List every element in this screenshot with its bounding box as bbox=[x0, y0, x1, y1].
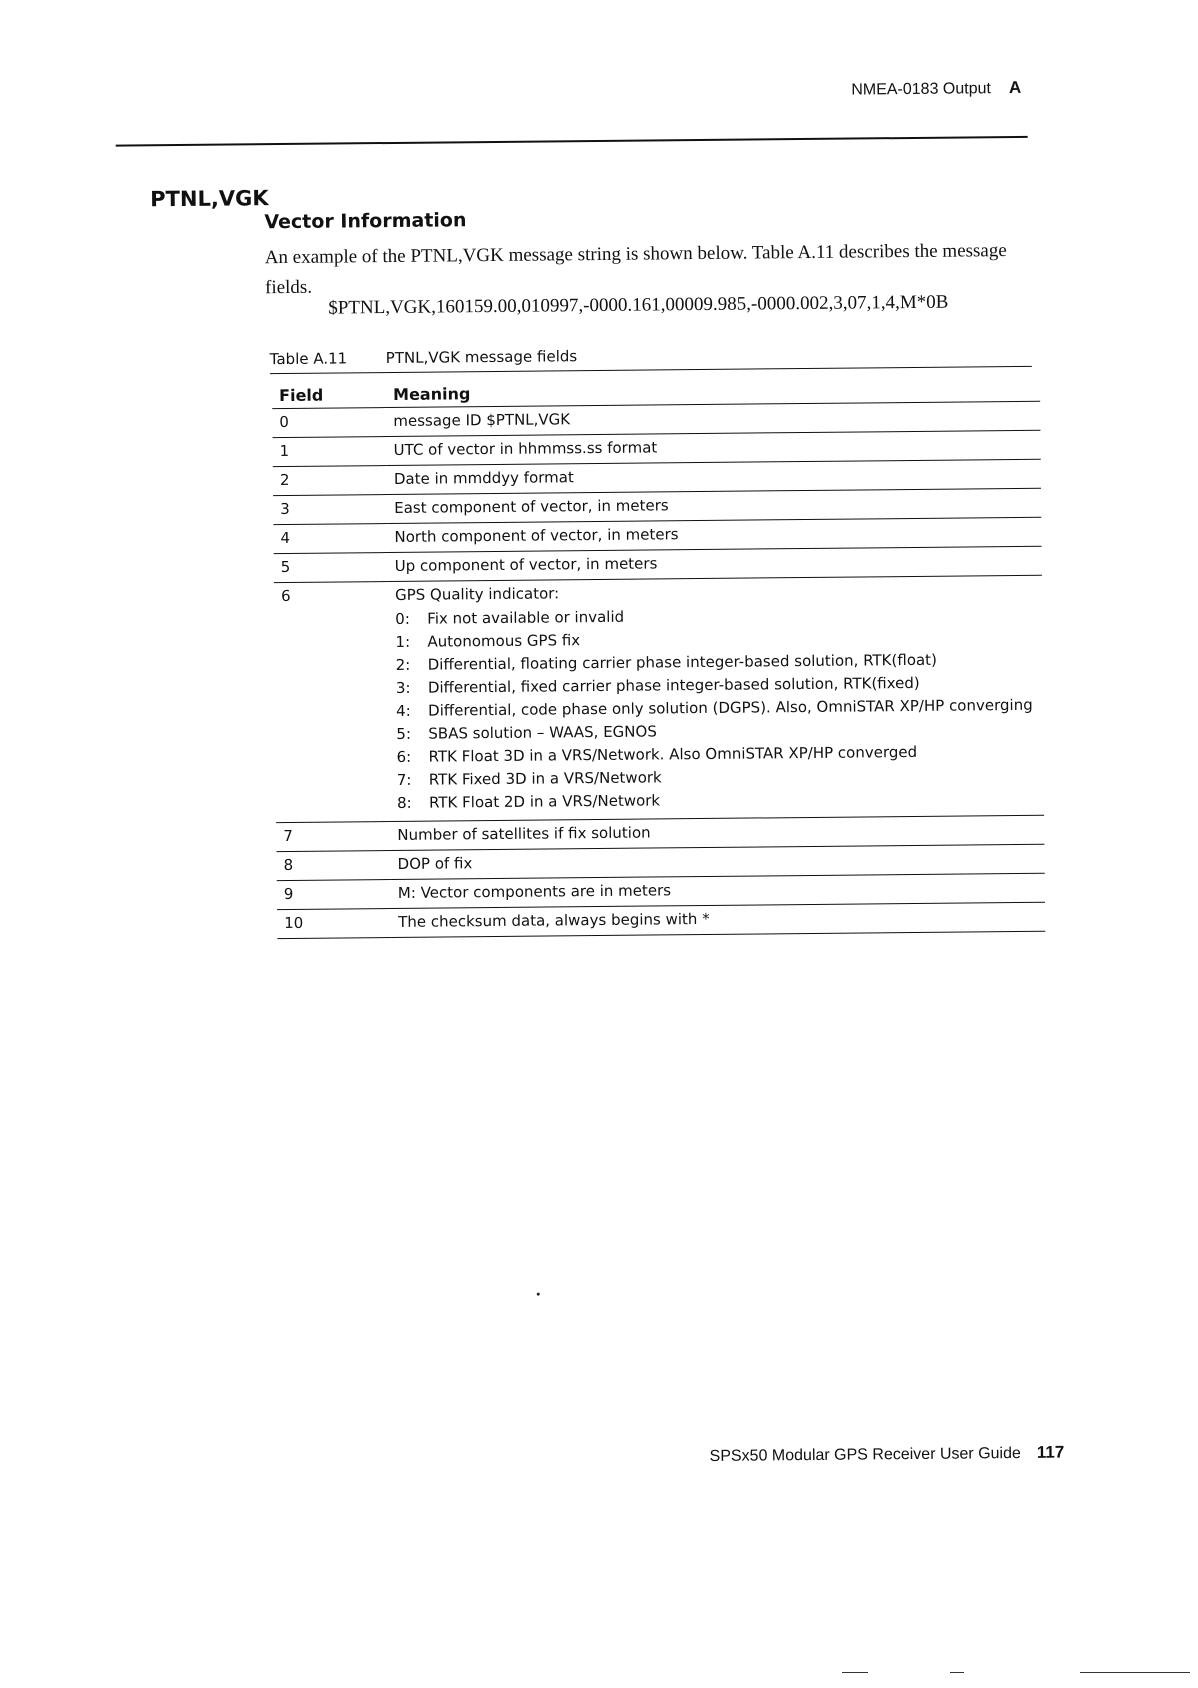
header-meaning: Meaning bbox=[386, 376, 1040, 408]
quality-item bbox=[396, 649, 1036, 675]
quality-item bbox=[396, 695, 1036, 721]
intro-paragraph: An example of the PTNL,VGK message string is shown below. Table A.11 describes the message fields. bbox=[264, 240, 1007, 299]
quality-code: 4: bbox=[396, 701, 411, 720]
field-meaning: Date in mmddyy format bbox=[387, 459, 1041, 494]
footer-guide-title: SPSx50 Modular GPS Receiver User Guide bbox=[709, 1444, 1021, 1465]
table-caption bbox=[270, 343, 1032, 374]
quality-code: 2: bbox=[395, 655, 411, 674]
scan-speck bbox=[537, 1293, 540, 1296]
field-meaning: M: Vector components are in meters bbox=[391, 873, 1045, 908]
scan-edge-mark bbox=[842, 1672, 868, 1673]
quality-code: 0: bbox=[395, 609, 410, 628]
quality-desc: Differential, fixed carrier phase integer-based solution, RTK(fixed) bbox=[427, 673, 920, 697]
example-message-string: $PTNL,VGK,160159.00,010997,-0000.161,00009.985,-0000.002,3,07,1,4,M*0B bbox=[328, 291, 949, 319]
field-number: 7 bbox=[276, 822, 390, 852]
field-meaning: Number of satellites if fix solution bbox=[390, 815, 1044, 850]
quality-item bbox=[395, 603, 1035, 629]
table-caption-text: PTNL,VGK message fields bbox=[385, 347, 578, 368]
scan-edge-mark bbox=[950, 1672, 964, 1673]
quality-desc: RTK Float 3D in a VRS/Network. Also OmniSTAR XP/HP converged bbox=[428, 742, 918, 766]
quality-desc: Differential, floating carrier phase integer-based solution, RTK(float) bbox=[427, 650, 937, 674]
table-caption-number: Table A.11 bbox=[269, 349, 348, 369]
running-header-appendix: A bbox=[1008, 77, 1022, 98]
quality-desc: Fix not available or invalid bbox=[427, 607, 625, 628]
field-number: 3 bbox=[273, 495, 387, 525]
quality-code: 6: bbox=[396, 747, 412, 766]
field-number: 0 bbox=[272, 408, 386, 438]
table-row bbox=[277, 902, 1045, 938]
message-fields-table bbox=[272, 376, 1045, 939]
quality-item bbox=[397, 787, 1037, 813]
subsection-title: Vector Information bbox=[264, 209, 467, 234]
field-meaning: message ID $PTNL,VGK bbox=[386, 401, 1040, 436]
quality-desc: RTK Float 2D in a VRS/Network bbox=[428, 791, 661, 812]
quality-desc: RTK Fixed 3D in a VRS/Network bbox=[428, 768, 662, 789]
field-meaning-quality bbox=[388, 575, 1044, 821]
field-number: 5 bbox=[274, 553, 388, 583]
field-meaning: The checksum data, always begins with * bbox=[391, 902, 1045, 937]
quality-item bbox=[397, 764, 1037, 790]
table-row-quality bbox=[274, 575, 1044, 822]
section-title: PTNL,VGK bbox=[150, 186, 269, 212]
header-rule bbox=[116, 136, 1028, 147]
quality-item bbox=[396, 718, 1036, 744]
quality-code: 1: bbox=[395, 632, 411, 651]
quality-code: 3: bbox=[395, 678, 411, 697]
field-meaning: North component of vector, in meters bbox=[387, 517, 1041, 552]
field-meaning: UTC of vector in hhmmss.ss format bbox=[387, 430, 1041, 465]
field-number: 6 bbox=[274, 582, 390, 823]
quality-code: 5: bbox=[396, 724, 412, 743]
field-number: 8 bbox=[276, 851, 390, 881]
page-footer bbox=[710, 1443, 1065, 1466]
quality-code: 8: bbox=[396, 793, 412, 812]
running-header-section: NMEA-0183 Output bbox=[851, 80, 991, 99]
quality-indicator-heading: GPS Quality indicator: bbox=[394, 584, 560, 604]
quality-desc: SBAS solution – WAAS, EGNOS bbox=[428, 722, 657, 743]
field-meaning: East component of vector, in meters bbox=[387, 488, 1041, 523]
field-meaning: Up component of vector, in meters bbox=[388, 546, 1042, 581]
quality-item bbox=[396, 741, 1036, 767]
quality-desc: Differential, code phase only solution (DGPS). Also, OmniSTAR XP/HP converging bbox=[428, 695, 1033, 720]
field-number: 2 bbox=[273, 466, 387, 496]
header-field: Field bbox=[272, 382, 386, 409]
running-header bbox=[851, 78, 1021, 100]
field-number: 1 bbox=[273, 437, 387, 467]
scan-edge-mark bbox=[1080, 1672, 1190, 1673]
quality-desc: Autonomous GPS fix bbox=[427, 631, 581, 651]
page-number: 117 bbox=[1036, 1442, 1065, 1462]
quality-item bbox=[395, 626, 1035, 652]
quality-code: 7: bbox=[396, 770, 412, 789]
quality-item bbox=[396, 672, 1036, 698]
field-meaning: DOP of fix bbox=[390, 844, 1044, 879]
field-number: 9 bbox=[277, 880, 391, 910]
quality-indicator-list bbox=[395, 603, 1037, 813]
field-number: 10 bbox=[277, 909, 391, 939]
field-number: 4 bbox=[273, 524, 387, 554]
